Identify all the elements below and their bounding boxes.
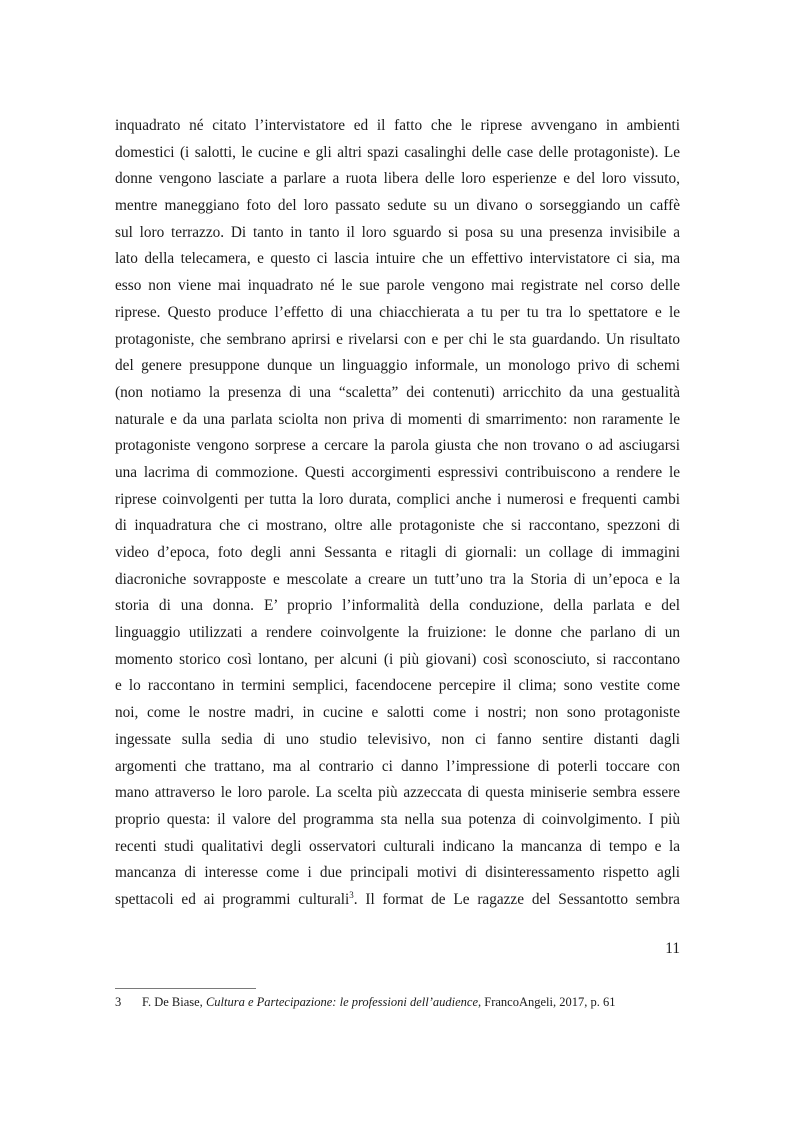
body-line: mano attraverso le loro parole. La scelta più azzeccata di questa miniserie sembra essere: [115, 784, 680, 802]
body-line: lato della telecamera, e questo ci lascia intuire che un effettivo intervistatore ci sia, ma: [115, 250, 680, 268]
body-line: di inquadratura che ci mostrano, oltre alle protagoniste che si raccontano, spezzoni di: [115, 517, 680, 535]
footnote-reference[interactable]: 3: [349, 889, 354, 900]
footnote-title: Cultura e Partecipazione: le professioni dell’audience: [205, 995, 478, 1009]
body-line: riprese. Questo produce l’effetto di una chiacchierata a tu per tu tra lo spettatore e le: [115, 303, 680, 321]
body-line: argomenti che trattano, ma al contrario ci danno l’impressione di poterli toccare con: [115, 757, 680, 775]
body-line: noi, come le nostre madri, in cucine e salotti come i nostri; non sono protagoniste: [115, 704, 680, 722]
body-line: proprio questa: il valore del programma sta nella sua potenza di coinvolgimento. I più: [115, 810, 680, 828]
body-line: inquadrato né citato l’intervistatore ed il fatto che le riprese avvengano in ambienti: [115, 117, 680, 134]
body-line: diacroniche sovrapposte e mescolate a creare un tutt’uno tra la Storia di un’epoca e la: [115, 570, 680, 588]
body-line: del genere presuppone dunque un linguaggio informale, un monologo privo di schemi: [115, 357, 680, 375]
body-line: riprese coinvolgenti per tutta la loro durata, complici anche i numerosi e frequenti cambi: [115, 490, 680, 508]
body-line-text: spettacoli ed ai programmi culturali: [115, 890, 350, 908]
body-line: recenti studi qualitativi degli osservatori culturali indicano la mancanza di tempo e la: [115, 837, 680, 855]
body-line: protagoniste vengono sorprese a cercare la parola giusta che non trovano o ad asciugarsi: [115, 437, 680, 455]
body-line: donne vengono lasciate a parlare a ruota libera delle loro esperienze e del loro vissuto,: [115, 170, 680, 188]
footnote-number: 3: [115, 995, 122, 1009]
body-line: una lacrima di commozione. Questi accorgimenti espressivi contribuiscono a rendere le: [115, 463, 680, 481]
body-line: mancanza di interesse come i due principali motivi di disinteressamento rispetto agli: [115, 864, 680, 882]
body-line: esso non viene mai inquadrato né le sue parole vengono mai registrate nel corso delle: [115, 277, 680, 295]
body-line-text: . Il format de Le ragazze del Sessantotto sembra: [353, 890, 680, 908]
footnote: [115, 993, 680, 1011]
footnote-divider: [115, 988, 256, 989]
body-line-with-footnote-ref: [115, 887, 680, 914]
body-line: naturale e da una parlata sciolta non priva di momenti di smarrimento: non raramente le: [115, 410, 680, 428]
body-line: protagoniste, che sembrano aprirsi e rivelarsi con e per chi le sta guardando. Un risultato: [115, 330, 680, 348]
footnote-author: F. De Biase,: [142, 995, 206, 1009]
body-line: ingessate sulla sedia di uno studio televisivo, non ci fanno sentire distanti dagli: [115, 730, 680, 748]
body-line: sul loro terrazzo. Di tanto in tanto il loro sguardo si posa su una presenza invisibile a: [115, 223, 680, 241]
page-number: 11: [665, 940, 680, 957]
body-line: mentre maneggiano foto del loro passato sedute su un divano o sorseggiando un caffè: [115, 197, 680, 215]
footnote-publication: , FrancoAngeli, 2017, p. 61: [478, 995, 616, 1009]
body-text: [115, 113, 680, 914]
body-line: linguaggio utilizzati a rendere coinvolgente la fruizione: le donne che parlano di un: [115, 624, 680, 642]
body-line: momento storico così lontano, per alcuni (i più giovani) così sconosciuto, si raccontano: [115, 650, 680, 668]
body-line: e lo raccontano in termini semplici, facendocene percepire il clima; sono vestite come: [115, 677, 680, 695]
body-line: video d’epoca, foto degli anni Sessanta e ritagli di giornali: un collage di immagini: [115, 544, 680, 561]
body-line: (non notiamo la presenza di una “scaletta” dei contenuti) arricchito da una gestualità: [115, 383, 680, 401]
body-line: storia di una donna. E’ proprio l’informalità della conduzione, della parlata e del: [115, 597, 680, 615]
body-line: domestici (i salotti, le cucine e gli altri spazi casalinghi delle case delle protagoniste). Le: [115, 143, 680, 161]
